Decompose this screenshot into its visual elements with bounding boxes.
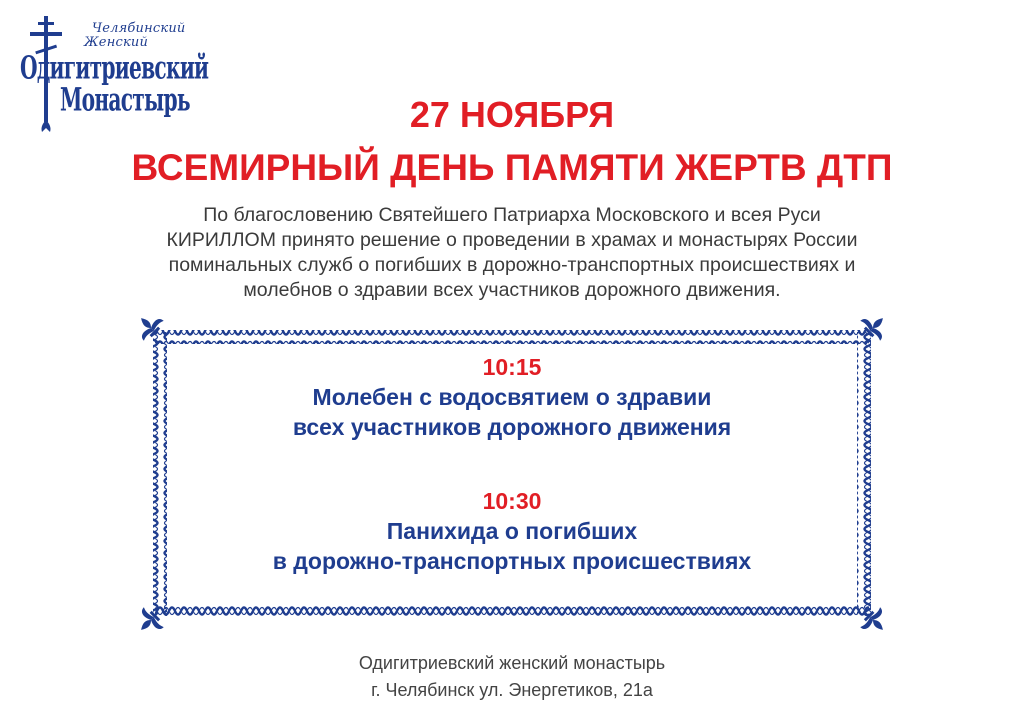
logo-text-monastery: Монастырь [60, 80, 190, 119]
footer-address [0, 650, 1024, 704]
service-panikhida [158, 486, 866, 576]
service-time: 10:30 [482, 488, 542, 514]
intro-paragraph [80, 203, 944, 303]
footer-monastery-name: Одигитриевский женский монастырь [358, 653, 666, 673]
intro-line: молебнов о здравии всех участников дорожного движения. [243, 279, 781, 301]
service-title: Молебен с водосвятием о здравии [312, 384, 712, 410]
footer-street-address: г. Челябинск ул. Энергетиков, 21а [371, 680, 653, 700]
intro-line: поминальных служб о погибших в дорожно-транспортных происшествиях и [168, 254, 856, 276]
service-title: всех участников дорожного движения [292, 414, 732, 440]
logo-text-women: Женский [84, 35, 149, 50]
intro-line: КИРИЛЛОМ принято решение о проведении в храмах и монастырях России [166, 229, 858, 251]
logo-text-city: Челябинский [92, 21, 186, 36]
intro-line: По благословению Святейшего Патриарха Московского и всея Руси [203, 204, 821, 226]
service-title: в дорожно-транспортных происшествиях [272, 548, 752, 574]
logo-text-name: Одигитриевский [20, 48, 209, 87]
service-title: Панихида о погибших [386, 518, 638, 544]
service-moleben [158, 352, 866, 442]
event-title: ВСЕМИРНЫЙ ДЕНЬ ПАМЯТИ ЖЕРТВ ДТП [131, 147, 893, 188]
event-date: 27 НОЯБРЯ [409, 94, 615, 135]
service-time: 10:15 [482, 354, 542, 380]
